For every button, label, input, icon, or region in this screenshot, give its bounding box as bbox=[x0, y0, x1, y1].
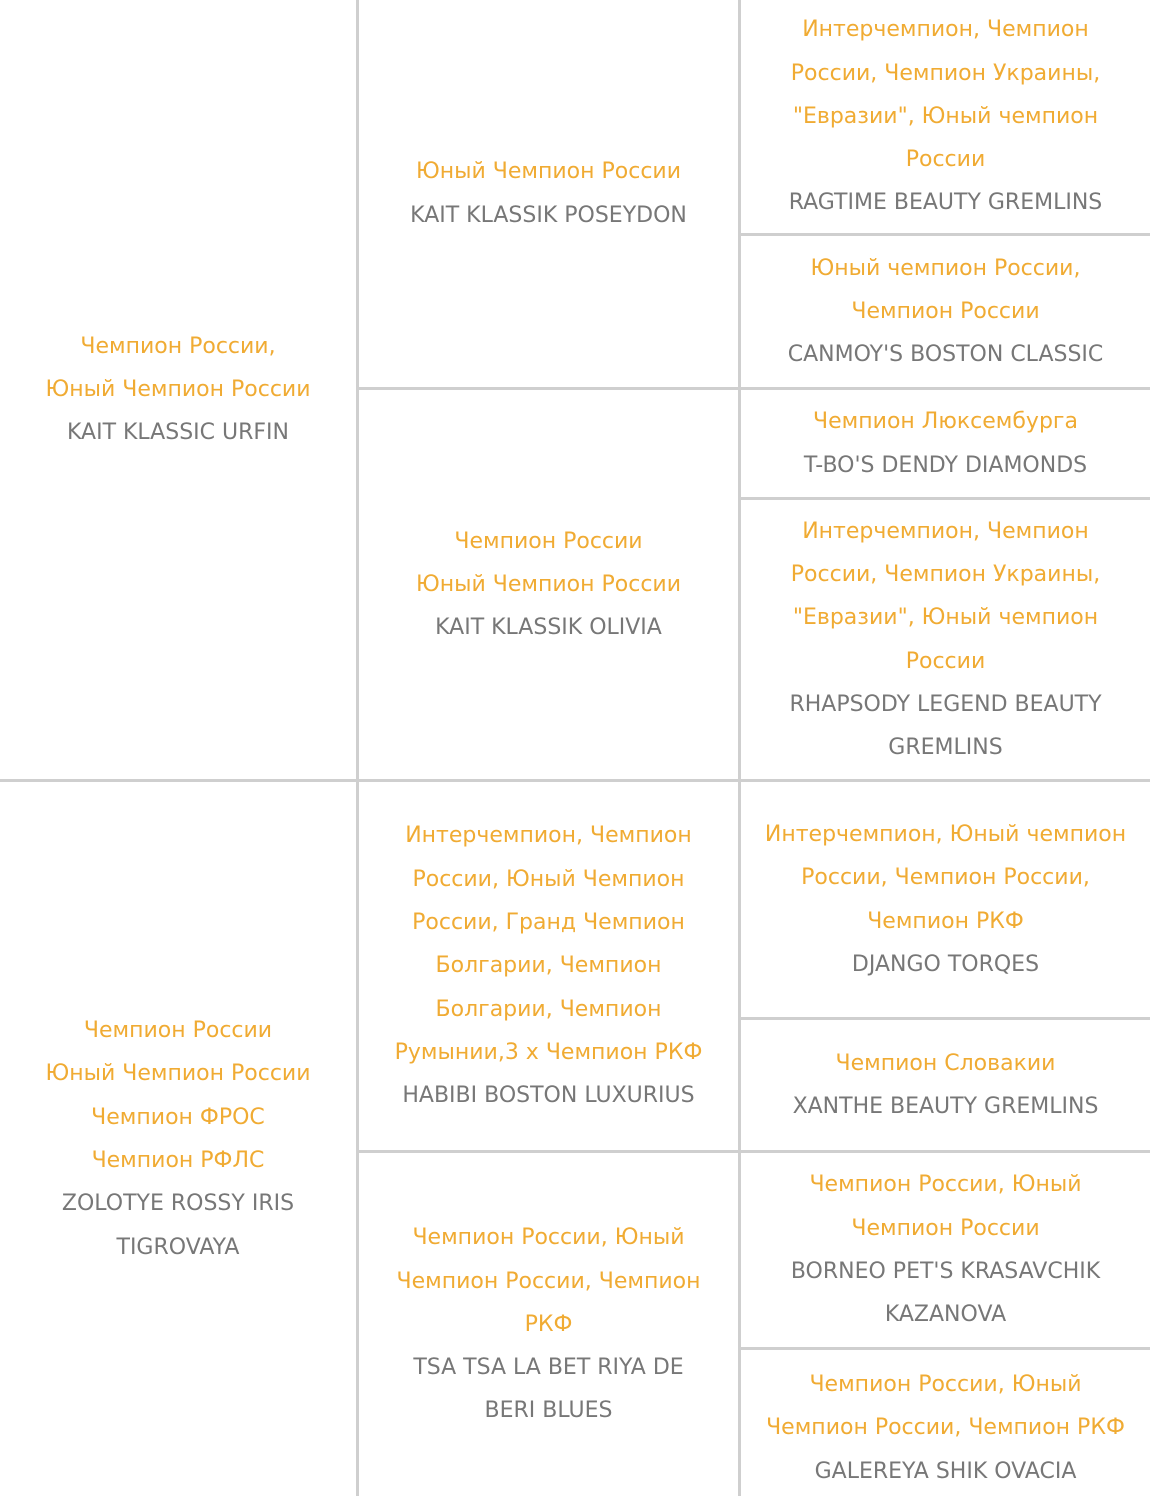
sire-dam-name: KAIT KLASSIK OLIVIA bbox=[435, 615, 662, 641]
sire-sire-dam-name: CANMOY'S BOSTON CLASSIC bbox=[787, 342, 1104, 368]
dam-sire-sire-name: DJANGO TORQES bbox=[851, 951, 1040, 977]
sire-sire-sire-titles: Интерчемпион, Чемпион России, Чемпион Украины, "Евразии", Юный чемпион России bbox=[790, 17, 1101, 173]
pedigree-cell-sire-dam bbox=[359, 390, 738, 779]
dam-sire-dam-name: XANTHE BEAUTY GREMLINS bbox=[792, 1094, 1099, 1119]
sire-dam-dam-name: RHAPSODY LEGEND BEAUTY GREMLINS bbox=[789, 691, 1102, 761]
pedigree-cell-dam-dam bbox=[359, 1153, 738, 1496]
dam-dam-name: TSA TSA LA BET RIYA DE BERI BLUES bbox=[413, 1355, 684, 1424]
pedigree-cell-dam-dam-dam bbox=[741, 1350, 1150, 1496]
pedigree-cell-sire bbox=[0, 0, 356, 779]
dam-dam-dam-titles: Чемпион России, Юный Чемпион России, Чемпион РКФ bbox=[766, 1372, 1125, 1441]
sire-sire-sire-name: RAGTIME BEAUTY GREMLINS bbox=[788, 190, 1103, 216]
dam-dam-sire-titles: Чемпион России, Юный Чемпион России bbox=[809, 1172, 1082, 1241]
dam-dam-sire-name: BORNEO PET'S KRASAVCHIK KAZANOVA bbox=[790, 1259, 1101, 1328]
sire-sire-titles: Юный Чемпион России bbox=[415, 159, 682, 185]
pedigree-cell-dam bbox=[0, 782, 356, 1496]
dam-dam-titles: Чемпион России, Юный Чемпион России, Чемпион РКФ bbox=[396, 1225, 701, 1337]
pedigree-cell-dam-sire bbox=[359, 782, 738, 1150]
dam-sire-titles: Интерчемпион, Чемпион России, Юный Чемпион России, Гранд Чемпион Болгарии, Чемпион Болгарии, Чемпион Румынии,3 х Чемпион РКФ bbox=[394, 823, 703, 1065]
dam-sire-sire-titles: Интерчемпион, Юный чемпион России, Чемпион России, Чемпион РКФ bbox=[764, 821, 1127, 934]
dam-name: ZOLOTYE ROSSY IRIS TIGROVAYA bbox=[61, 1191, 295, 1260]
sire-titles: Чемпион России, Юный Чемпион России bbox=[45, 333, 311, 402]
sire-name: KAIT KLASSIC URFIN bbox=[66, 420, 289, 446]
pedigree-cell-sire-sire-sire bbox=[741, 0, 1150, 233]
pedigree-cell-dam-dam-sire bbox=[741, 1153, 1150, 1347]
pedigree-cell-sire-sire-dam bbox=[741, 236, 1150, 387]
sire-dam-titles: Чемпион России Юный Чемпион России bbox=[415, 528, 682, 597]
pedigree-cell-sire-dam-sire bbox=[741, 390, 1150, 497]
sire-dam-dam-titles: Интерчемпион, Чемпион России, Чемпион Украины, "Евразии", Юный чемпион России bbox=[790, 518, 1101, 674]
pedigree-cell-dam-sire-sire bbox=[741, 782, 1150, 1017]
pedigree-cell-sire-dam-dam bbox=[741, 500, 1150, 779]
dam-sire-name: HABIBI BOSTON LUXURIUS bbox=[402, 1083, 695, 1109]
sire-dam-sire-titles: Чемпион Люксембурга bbox=[813, 409, 1078, 435]
sire-sire-name: KAIT KLASSIK POSEYDON bbox=[410, 202, 687, 228]
dam-titles: Чемпион России Юный Чемпион России Чемпион ФРОС Чемпион РФЛС bbox=[45, 1018, 311, 1173]
pedigree-cell-sire-sire bbox=[359, 0, 738, 387]
dam-dam-dam-name: GALEREYA SHIK OVACIA bbox=[814, 1458, 1077, 1484]
dam-sire-dam-titles: Чемпион Словакии bbox=[835, 1050, 1056, 1076]
sire-dam-sire-name: T-BO'S DENDY DIAMONDS bbox=[803, 452, 1088, 478]
pedigree-cell-dam-sire-dam bbox=[741, 1020, 1150, 1150]
sire-sire-dam-titles: Юный чемпион России, Чемпион России bbox=[810, 255, 1081, 324]
